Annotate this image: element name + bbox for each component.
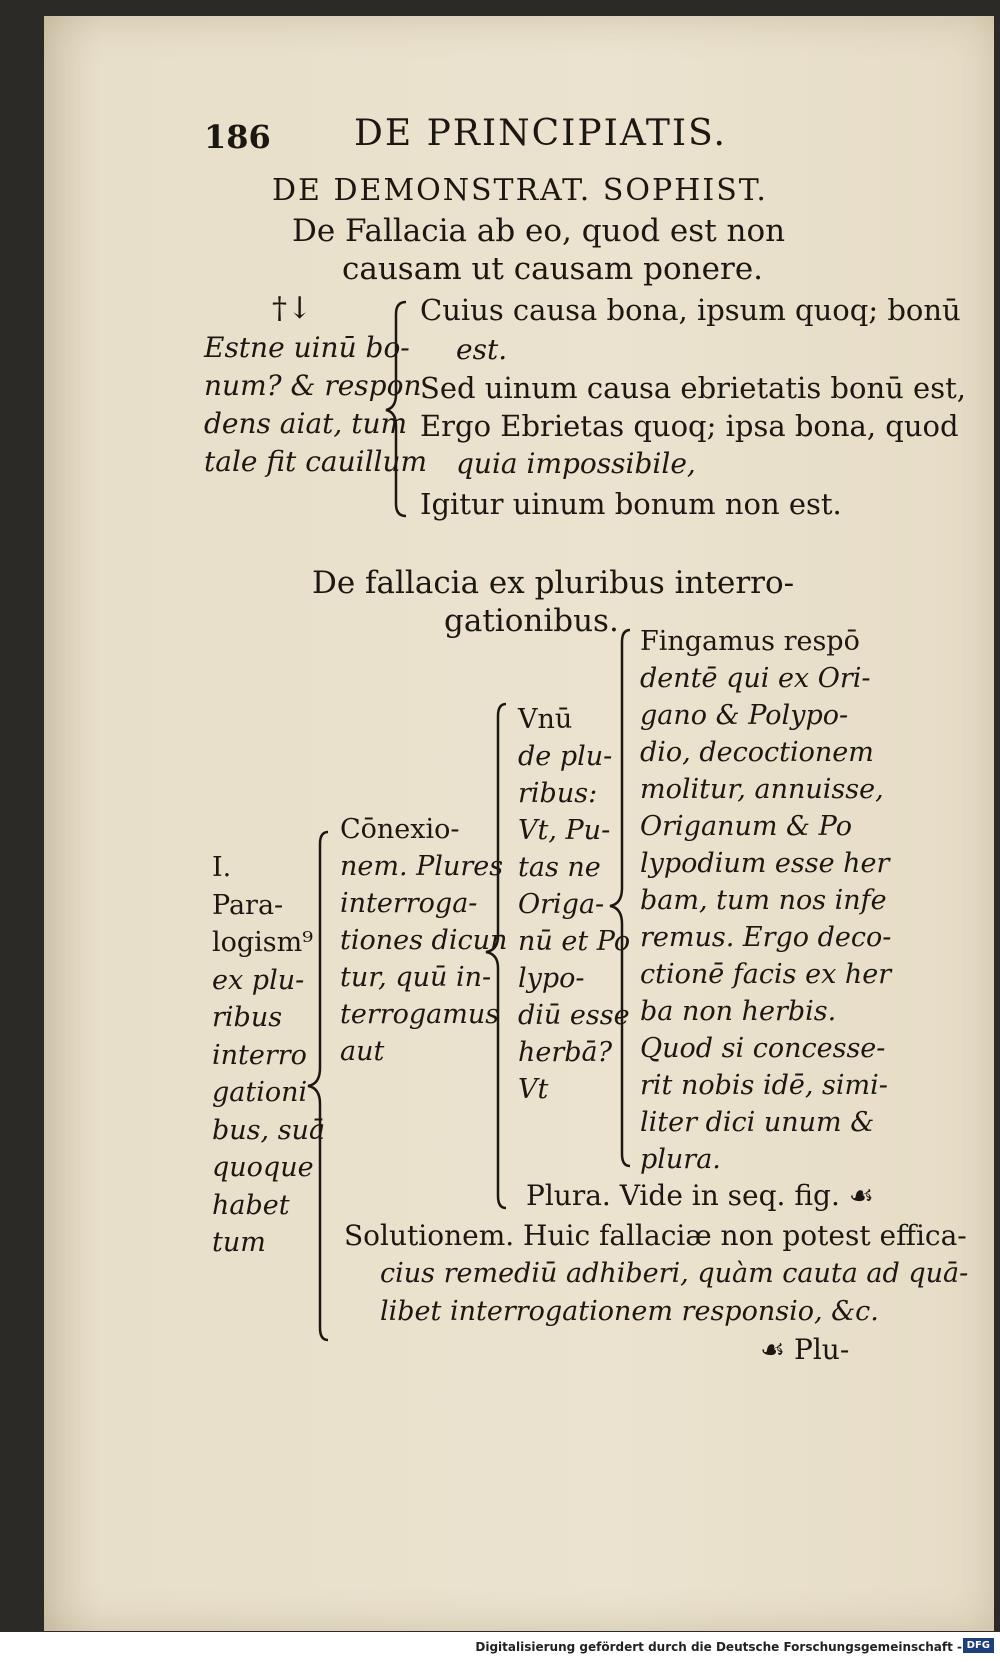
paralogismus-line: tum (212, 1227, 266, 1258)
paralogismus-line: interro (212, 1039, 307, 1071)
running-title: DE PRINCIPIATIS. (354, 113, 727, 154)
causa-right-line: quia impossibile, (456, 447, 696, 480)
causa-right-line: Igitur uinum bonum non est. (420, 487, 842, 521)
vnu-line: nū et Po (518, 926, 631, 957)
dfg-logo: DFG (963, 1638, 994, 1653)
fingamus-line: molitur, annuisse, (640, 774, 884, 805)
fingamus-line: remus. Ergo deco- (640, 922, 892, 953)
causa-right-line: Sed uinum causa ebrietatis bonū est, (420, 371, 966, 405)
section-title: DE DEMONSTRAT. SOPHIST. (272, 173, 768, 208)
conexio-brace (484, 700, 514, 1220)
fingamus-line: ctionē facis ex her (640, 959, 892, 990)
paralogismus-line: habet (212, 1189, 290, 1221)
fingamus-line: bam, tum nos infe (640, 885, 887, 916)
conexio-line: tur, quū in- (340, 962, 492, 993)
conexio-line: Cōnexio- (340, 814, 460, 845)
vnu-line: diū esse (518, 1000, 630, 1031)
fingamus-line: liter dici unum & (640, 1107, 875, 1138)
fallacia-pluribus-title-1: De fallacia ex pluribus interro- (312, 565, 795, 601)
paralogismus-line: Para- (212, 889, 284, 921)
fingamus-line: dentē qui ex Ori- (640, 663, 871, 694)
fingamus-line: ba non herbis. (640, 996, 837, 1027)
vnu-brace (608, 626, 638, 1176)
vnu-line: de plu- (518, 741, 613, 772)
paralogismus-line: logism⁹ (212, 927, 314, 958)
fingamus-line: plura. (640, 1144, 721, 1175)
vnu-line: Origa- (518, 889, 605, 920)
vnu-line: Vnū (518, 704, 573, 735)
fingamus-line: Origanum & Po (640, 811, 852, 842)
causa-right-line: est. (456, 333, 508, 366)
vnu-line: herbā? (518, 1037, 613, 1068)
paralogismus-line: I. (212, 852, 232, 883)
vnu-line: ribus: (518, 778, 598, 809)
solutionem-line: Solutionem. Huic fallaciæ non potest effica- (344, 1219, 967, 1252)
causa-left-line: Estne uinū bo- (204, 331, 410, 364)
fallacia-pluribus-title-2: gationibus. (444, 603, 619, 639)
vnu-line: lypo- (518, 963, 585, 994)
paralogismus-brace (306, 828, 336, 1348)
paralogismus-line: ribus (212, 1002, 283, 1033)
fingamus-line: gano & Polypo- (640, 700, 849, 731)
causa-left-line: dens aiat, tum (204, 407, 408, 440)
book-page (44, 16, 994, 1631)
conexio-line: interroga- (340, 888, 478, 919)
fallacia-causa-title-2: causam ut causam ponere. (342, 251, 764, 287)
page-number: 186 (204, 118, 271, 156)
solutionem-line: libet interrogationem responsio, &c. (380, 1296, 879, 1327)
fallacia-causa-title-1: De Fallacia ab eo, quod est non (292, 213, 786, 249)
fingamus-line: dio, decoctionem (640, 737, 874, 768)
paralogismus-line: quoque (212, 1152, 314, 1183)
paralogismus-line: bus, suā (212, 1114, 326, 1146)
fingamus-line: lypodium esse her (640, 848, 890, 879)
dagger-marks: †↓ (272, 291, 313, 326)
catchword: ☙ Plu- (760, 1333, 850, 1366)
paralogismus-line: gationi (212, 1077, 308, 1108)
footer-bar (0, 1632, 1000, 1662)
conexio-line: terrogamus (340, 999, 500, 1030)
causa-brace (384, 298, 414, 538)
vnu-line: tas ne (518, 852, 601, 883)
plura-line: Plura. Vide in seq. fig. ☙ (526, 1179, 874, 1212)
paralogismus-line: ex plu- (212, 964, 305, 996)
causa-right-line: Ergo Ebrietas quoq; ipsa bona, quod (420, 409, 959, 443)
causa-right-line: Cuius causa bona, ipsum quoq; bonū (420, 293, 961, 327)
conexio-line: tiones dicun (340, 925, 508, 956)
solutionem-line: cius remediū adhiberi, quàm cauta ad quā- (380, 1258, 969, 1289)
causa-left-line: tale fit cauillum (204, 445, 428, 478)
conexio-line: aut (340, 1036, 385, 1067)
vnu-line: Vt (518, 1074, 549, 1105)
conexio-line: nem. Plures (340, 851, 504, 882)
fingamus-line: Fingamus respō (640, 626, 860, 657)
fingamus-line: Quod si concesse- (640, 1033, 886, 1064)
vnu-line: Vt, Pu- (518, 815, 611, 846)
causa-left-line: num? & respon (204, 369, 422, 402)
footer-credit: Digitalisierung gefördert durch die Deutsche Forschungsgemeinschaft - (475, 1640, 962, 1654)
fingamus-line: rit nobis idē, simi- (640, 1070, 888, 1101)
